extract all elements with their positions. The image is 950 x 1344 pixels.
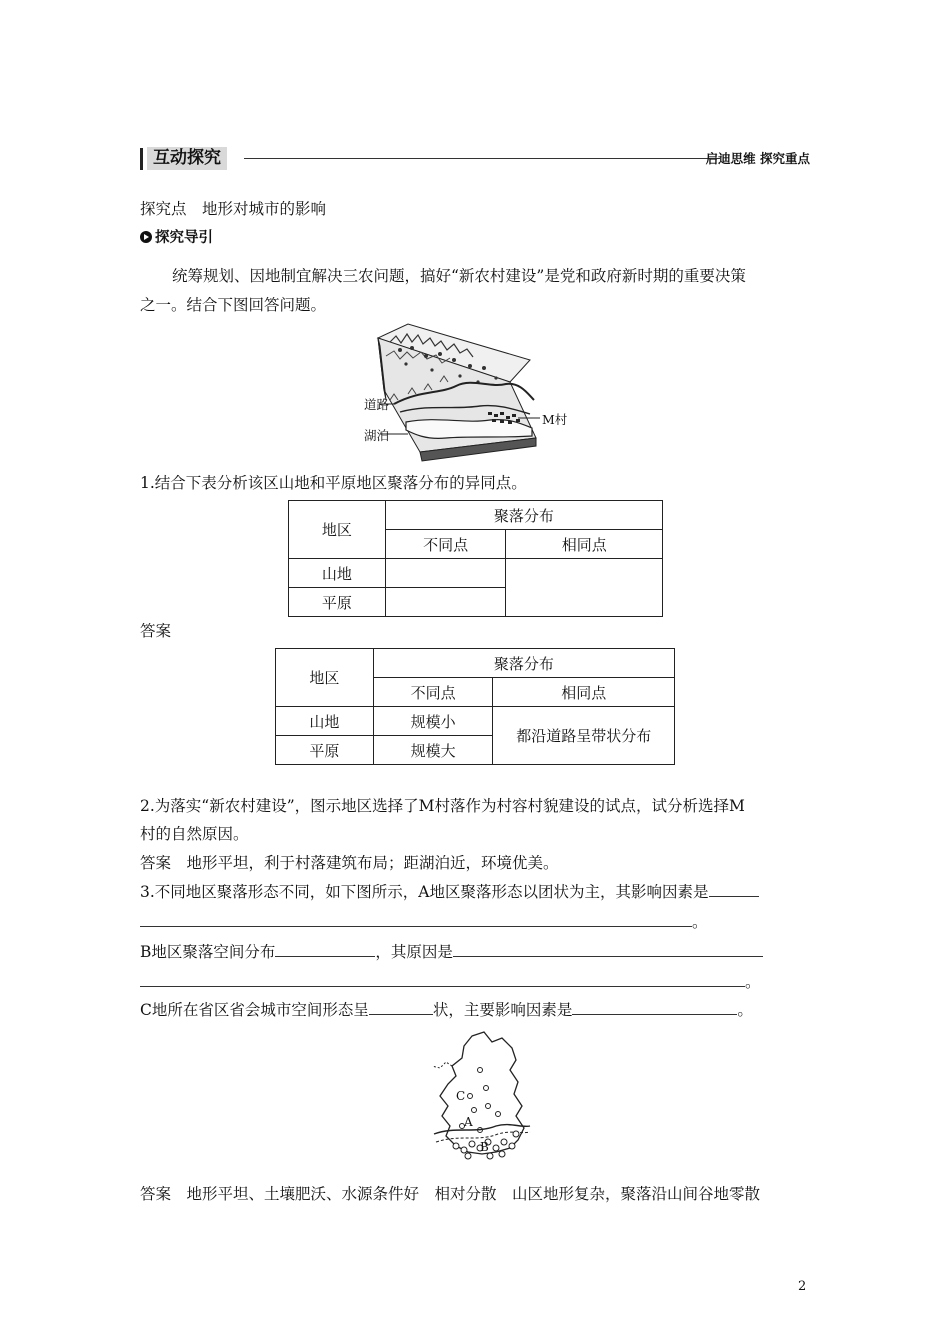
play-icon: [140, 231, 152, 243]
q3-blank-1b[interactable]: [140, 910, 692, 927]
q1-text: 1.结合下表分析该区山地和平原地区聚落分布的异同点。: [140, 474, 527, 492]
label-m-village: M村: [542, 412, 568, 427]
q3-end-1: 。: [692, 913, 708, 931]
q2-line-1: 2.为落实“新农村建设”，图示地区选择了M村落作为村容村貌建设的试点，试分析选择M: [140, 797, 745, 815]
intro-line-2: 之一。结合下图回答问题。: [140, 296, 327, 314]
q1-table: [288, 500, 663, 617]
section-title: 互动探究: [147, 147, 227, 170]
q3-line-1: [140, 880, 759, 903]
ans-plain-diff: 规模大: [373, 736, 493, 765]
section-header: [140, 146, 810, 172]
ans-col-diff: 不同点: [373, 678, 493, 707]
ans-row-mountain: 山地: [276, 707, 374, 736]
guide-label: 探究导引: [155, 230, 213, 246]
section-divider: [244, 158, 720, 159]
map-label-c: C: [456, 1089, 466, 1103]
q1-row-mountain: 山地: [289, 559, 386, 588]
q3-blank-3b[interactable]: [140, 970, 745, 987]
q1-cell-blank-same[interactable]: [506, 559, 663, 617]
guide-heading: [140, 226, 213, 247]
ans-row-plain: 平原: [276, 736, 374, 765]
ans-mountain-diff: 规模小: [373, 707, 493, 736]
map-label-a: A: [464, 1115, 473, 1129]
q3-blank-1[interactable]: [709, 880, 759, 897]
ans-col-same: 相同点: [493, 678, 675, 707]
q1-answer-label: 答案: [140, 622, 172, 640]
q1-cell-blank[interactable]: [385, 588, 506, 617]
q3-line-3: [140, 940, 763, 963]
q1-row-plain: 平原: [289, 588, 386, 617]
q3-blank-3[interactable]: [453, 940, 763, 957]
q3-end-3: 。: [737, 1001, 753, 1019]
q1-cell-blank[interactable]: [385, 559, 506, 588]
page-number: 2: [798, 1279, 807, 1294]
terrain-block-diagram: [360, 320, 600, 468]
q3-line-5: [140, 998, 753, 1021]
q3-blank-5[interactable]: [572, 998, 737, 1015]
ans-same: 都沿道路呈带状分布: [493, 707, 675, 765]
ans-col-region: 地区: [276, 649, 374, 707]
section-mark: [140, 148, 143, 170]
q2-line-2: 村的自然原因。: [140, 825, 249, 843]
map-label-b: B: [480, 1140, 489, 1154]
q3-line-3a: B地区聚落空间分布: [140, 943, 276, 961]
q3-line-2: [140, 910, 708, 933]
q3-line-3b: ，其原因是: [375, 943, 453, 961]
ans-col-dist: 聚落分布: [373, 649, 674, 678]
q3-answer: 答案 地形平坦、土壤肥沃、水源条件好 相对分散 山区地形复杂，聚落沿山间谷地零散: [140, 1185, 761, 1203]
q2-answer: 答案 地形平坦，利于村落建筑布局；距湖泊近，环境优美。: [140, 854, 559, 872]
q3-line-5b: 状，主要影响因素是: [432, 1001, 573, 1019]
q3-blank-2[interactable]: [275, 940, 375, 957]
explore-point: 探究点 地形对城市的影响: [140, 200, 327, 218]
section-subtitle: 启迪思维 探究重点: [705, 151, 810, 166]
q3-line-1-text: 3.不同地区聚落形态不同，如下图所示，A地区聚落形态以团状为主，其影响因素是: [140, 883, 709, 901]
q1-col-diff: 不同点: [385, 530, 506, 559]
q1-answer-table: [275, 648, 675, 765]
q3-line-5a: C地所在省区省会城市空间形态呈: [140, 1001, 369, 1019]
q3-line-4: [140, 970, 761, 993]
q3-blank-4[interactable]: [369, 998, 433, 1015]
intro-line-1: 统筹规划、因地制宜解决三农问题，搞好“新农村建设”是党和政府新时期的重要决策: [172, 267, 746, 285]
q1-col-dist: 聚落分布: [385, 501, 662, 530]
q1-col-region: 地区: [289, 501, 386, 559]
label-road: 道路: [364, 397, 390, 412]
q1-col-same: 相同点: [506, 530, 663, 559]
label-lake: 湖泊: [364, 428, 390, 443]
q3-end-2: 。: [745, 973, 761, 991]
